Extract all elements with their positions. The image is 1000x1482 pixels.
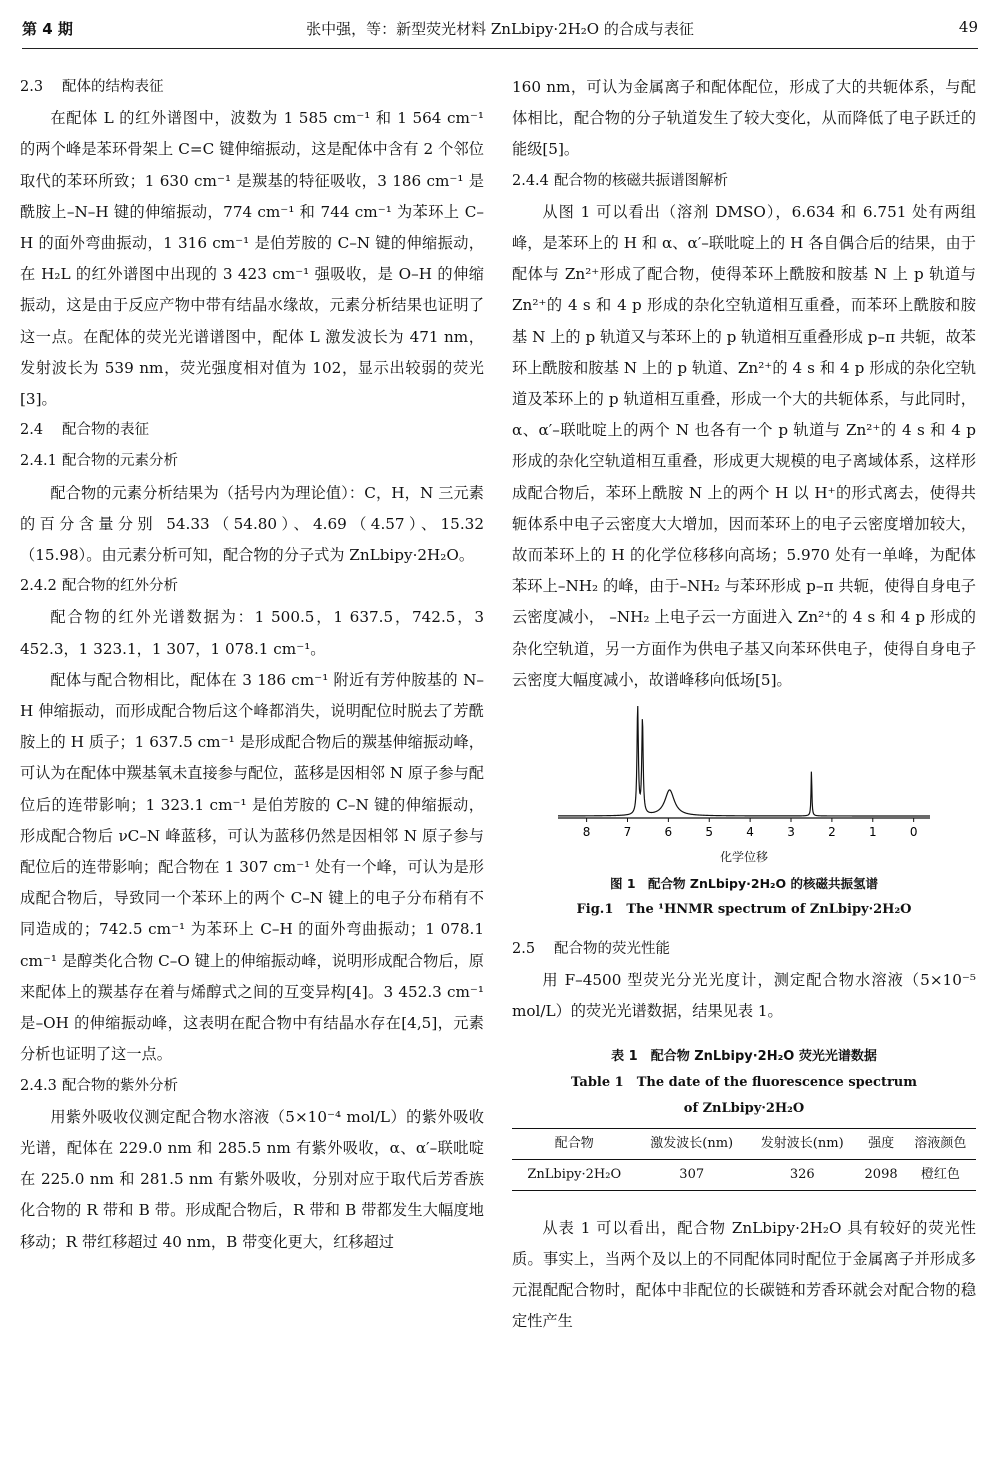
figure-1 (512, 706, 976, 934)
section-title: 配体的结构表征 (62, 79, 164, 95)
section-heading (20, 571, 484, 602)
table-header-row (512, 1128, 976, 1159)
section-heading (512, 166, 976, 197)
paragraph: 用紫外吸收仪测定配合物水溶液（5×10⁻⁴ mol/L）的紫外吸收光谱，配体在 229.0 nm 和 285.5 nm 有紫外吸收，α、α′–联吡啶在 225.0 nm 和 281.5 nm 有紫外吸收，分别对应于取代后芳香族化合物的 R 带和 B 带。形成配合物后，R 带和 B 带都发生大幅度地移动；R 带红移超过 40 nm，B 带变化更大，红移超过 (20, 1107, 484, 1251)
x-tick-label: 2 (828, 825, 836, 840)
table-cell: ZnLbipy·2H₂O (527, 1166, 622, 1182)
right-column-end (512, 1213, 976, 1338)
x-tick-label: 3 (787, 825, 795, 840)
x-axis-label: 化学位移 (719, 850, 768, 865)
section-heading (20, 415, 484, 446)
x-tick-label: 8 (582, 825, 591, 840)
section-number: 2.4.4 (512, 172, 549, 189)
table-caption-en-1: Table 1 The date of the fluorescence spectrum (570, 1074, 918, 1090)
figure-caption-en: Fig.1 The ¹HNMR spectrum of ZnLbipy·2H₂O (576, 902, 912, 918)
paragraph: 配体与配合物相比，配体在 3 186 cm⁻¹ 附近有芳仲胺基的 N–H 伸缩振动，而形成配合物后这个峰都消失，说明配位时脱去了芳酰胺上的 H 质子；1 637.5 cm⁻¹ 是形成配合物后的羰基伸缩振动峰，可认为在配体中羰基氧未直接参与配位，蓝移是因相邻 N 原子参与配位后的连带影响；1 323.1 cm⁻¹ 是伯芳胺的 C–N 键的伸缩振动，形成配合物后 νC–N 峰蓝移，可认为蓝移仍然是因相邻 N 原子参与配位后的连带影响；配合物在 1 307 cm⁻¹ 处有一个峰，可认为是形成配合物后，导致同一个苯环上的两个 C–N 键上的电子分布稍有不同造成的；742.5 cm⁻¹ 为苯环上 C–H 的面外弯曲振动；1 078.1 cm⁻¹ 是醇类化合物 C–O 键上的伸缩振动峰，说明形成配合物后，原来配体上的羰基存在着与烯醇式之间的互变异构[4]。3 452.3 cm⁻¹ 是–OH 的伸缩振动峰，这表明在配合物中有结晶水存在[4,5]，元素分析也证明了这一点。 (20, 670, 484, 1064)
right-column-bottom (512, 934, 976, 1028)
right-column-top (512, 72, 976, 696)
running-title: 张中强，等：新型荧光材料 ZnLbipy·2H₂O 的合成与表征 (306, 20, 694, 38)
page-number: 49 (958, 18, 978, 36)
nmr-spectrum-chart (552, 706, 936, 842)
section-heading (20, 446, 484, 477)
section-heading (512, 934, 976, 965)
table-cell: 2098 (864, 1166, 898, 1182)
running-header (22, 14, 978, 49)
right-column (512, 72, 976, 1337)
table-cell: 326 (789, 1166, 815, 1182)
paragraph: 配合物的红外光谱数据为：1 500.5，1 637.5，742.5，3 452.3，1 323.1，1 307，1 078.1 cm⁻¹。 (20, 608, 484, 658)
section-title: 配合物的元素分析 (62, 453, 178, 470)
issue-number: 第 4 期 (22, 20, 73, 38)
figure-caption-cn: 图 1 配合物 ZnLbipy·2H₂O 的核磁共振氢谱 (609, 876, 879, 892)
paragraph: 用 F–4500 型荧光分光光度计，测定配合物水溶液（5×10⁻⁵ mol/L）的荧光光谱数据，结果见表 1。 (512, 971, 976, 1021)
fluorescence-table (512, 1128, 976, 1191)
section-heading (20, 72, 484, 103)
table-cell: 307 (679, 1166, 705, 1182)
x-tick-label: 1 (868, 825, 877, 840)
table-row (512, 1159, 976, 1190)
section-number: 2.4.1 (20, 453, 57, 470)
section-title: 配合物的红外分析 (62, 578, 178, 595)
section-number: 2.4.3 (20, 1077, 57, 1094)
x-tick-label: 0 (909, 825, 918, 840)
x-tick-label: 5 (705, 825, 714, 840)
table-caption-en-2: of ZnLbipy·2H₂O (683, 1100, 805, 1116)
spectrum-line (558, 706, 930, 816)
section-number: 2.5 (512, 941, 536, 958)
section-number: 2.4.2 (20, 578, 57, 595)
table-cell: 橙红色 (920, 1166, 960, 1182)
paragraph: 配合物的元素分析结果为（括号内为理论值）：C，H，N 三元素的百分含量分别 54.33（54.80）、4.69（4.57）、15.32（15.98）。由元素分析可知，配合物的分子式为 ZnLbipy·2H₂O。 (20, 483, 484, 565)
col-header: 发射波长(nm) (760, 1135, 844, 1151)
section-title: 配合物的荧光性能 (554, 941, 670, 958)
section-number: 2.3 (20, 79, 44, 95)
section-title: 配合物的核磁共振谱图解析 (554, 172, 728, 189)
left-column (20, 72, 484, 1258)
section-heading (20, 1071, 484, 1102)
table-caption-cn: 表 1 配合物 ZnLbipy·2H₂O 荧光光谱数据 (611, 1048, 877, 1064)
col-header: 强度 (868, 1135, 895, 1151)
x-tick-label: 6 (664, 825, 673, 840)
table-1 (512, 1044, 976, 1191)
x-tick-label: 7 (623, 825, 632, 840)
paragraph: 从图 1 可以看出（溶剂 DMSO），6.634 和 6.751 处有两组峰，是苯环上的 H 和 α、α′–联吡啶上的 H 各自偶合后的结果，由于配体与 Zn²⁺形成了配合物，使得苯环上酰胺和胺基 N 上 p 轨道与 Zn²⁺的 4 s 和 4 p 形成的杂化空轨道相互重叠，而苯环上酰胺和胺基 N 上的 p 轨道又与苯环上的 p 轨道相互重叠形成 p–π 共轭，故苯环上酰胺和胺基 N 上的 p 轨道、Zn²⁺的 4 s 和 4 p 形成的杂化空轨道及苯环上的 p 轨道相互重叠，形成一个大的共轭体系，与此同时，α、α′–联吡啶上的两个 N 也各有一个 p 轨道与 Zn²⁺的 4 s 和 4 p 形成的杂化空轨道相互重叠，形成更大规模的电子离域体系，这样形成配合物后，苯环上酰胺 N 上的两个 H 以 H⁺的形式离去，使得共轭体系中电子云密度大大增加，因而苯环上的电子云密度增加较大，故而苯环上的 H 的化学位移移向高场；5.970 处有一单峰，为配体苯环上–NH₂ 的峰，由于–NH₂ 与苯环形成 p–π 共轭，使得自身电子云密度减小， –NH₂ 上电子云一方面进入 Zn²⁺的 4 s 和 4 p 形成的杂化空轨道，另一方面作为供电子基又向苯环供电子，使得自身电子云密度大幅度减小，故谱峰移向低场[5]。 (512, 202, 976, 689)
col-header: 激发波长(nm) (650, 1135, 734, 1151)
section-title: 配合物的表征 (62, 422, 149, 439)
col-header: 溶液颜色 (914, 1135, 967, 1151)
x-tick-label: 4 (746, 825, 754, 840)
paragraph: 在配体 L 的红外谱图中，波数为 1 585 cm⁻¹ 和 1 564 cm⁻¹ 的两个峰是苯环骨架上 C=C 键伸缩振动，这是配体中含有 2 个邻位取代的苯环所致；1 630 cm⁻¹ 是羰基的特征吸收，3 186 cm⁻¹ 是酰胺上–N–H 键的伸缩振动，774 cm⁻¹ 和 744 cm⁻¹ 为苯环上 C–H 的面外弯曲振动，1 316 cm⁻¹ 是伯芳胺的 C–N 键的伸缩振动，在 H₂L 的红外谱图中出现的 3 423 cm⁻¹ 强吸收，是 O–H 的伸缩振动，这是由于反应产物中带有结晶水缘故，元素分析结果也证明了这一点。在配体的荧光光谱谱图中，配体 L 激发波长为 471 nm， 发射波长为 539 nm，荧光强度相对值为 102，显示出较弱的荧光[3]。 (20, 109, 484, 409)
col-header: 配合物 (554, 1135, 594, 1151)
section-number: 2.4 (20, 422, 44, 439)
paragraph: 160 nm，可认为金属离子和配体配位，形成了大的共轭体系，与配体相比，配合物的分子轨道发生了较大变化，从而降低了电子跃迁的能级[5]。 (512, 78, 976, 159)
paragraph: 从表 1 可以看出，配合物 ZnLbipy·2H₂O 具有较好的荧光性质。事实上，当两个及以上的不同配体同时配位于金属离子并形成多元混配配合物时，配体中非配位的长碳链和芳香环就会对配合物的稳定性产生 (512, 1218, 976, 1331)
section-title: 配合物的紫外分析 (62, 1077, 178, 1094)
